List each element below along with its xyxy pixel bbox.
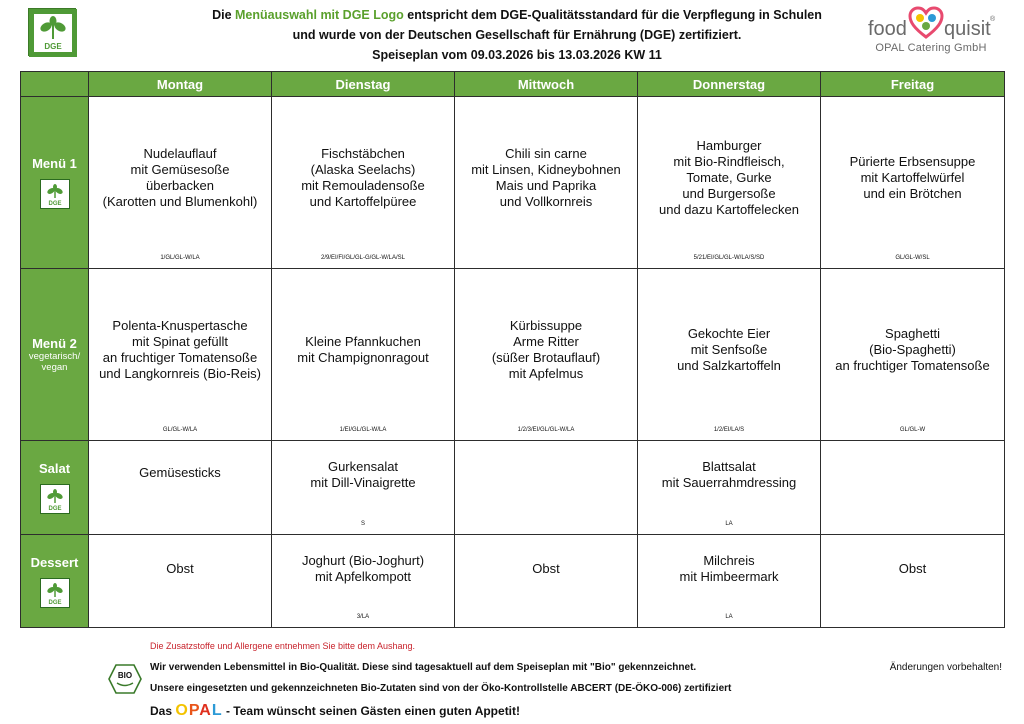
heart-icon <box>908 6 944 40</box>
row-label-salat: Salat DGE <box>21 441 89 535</box>
svg-text:DGE: DGE <box>47 506 62 512</box>
menu-cell <box>821 441 1005 535</box>
svg-text:BIO: BIO <box>117 671 133 680</box>
bio-hexagon-icon <box>108 664 142 694</box>
svg-text:DGE: DGE <box>44 42 62 51</box>
day-header-wednesday: Mittwoch <box>455 72 638 97</box>
bio-quality-line: Wir verwenden Lebensmittel in Bio-Qualität. Diese sind tagesaktuell auf dem Speiseplan mit "Bio" gekennzeichnet. <box>150 662 697 673</box>
menu-cell: Kleine Pfannkuchen mit Champignonragout 1/EI/GL/GL-W/LA <box>272 269 455 441</box>
svg-text:DGE: DGE <box>47 201 62 207</box>
menu-cell: Pürierte Erbsensuppe mit Kartoffelwürfel und ein Brötchen GL/GL-W/SL <box>821 97 1005 269</box>
menu-cell: Spaghetti (Bio-Spaghetti) an fruchtiger Tomatensoße GL/GL-W <box>821 269 1005 441</box>
menu-cell: Fischstäbchen (Alaska Seelachs) mit Remouladensoße und Kartoffelpüree 2/9/EI/FI/GL/GL-G/GL-W/LA/SL <box>272 97 455 269</box>
row-label-menu1: Menü 1 DGE <box>21 97 89 269</box>
menu-cell: Nudelauflauf mit Gemüsesoße überbacken (Karotten und Blumenkohl) 1/GL/GL-W/LA <box>89 97 272 269</box>
header-corner <box>21 72 89 97</box>
header-line-1: Die Menüauswahl mit DGE Logo entspricht dem DGE-Qualitätsstandard für die Verpflegung in Schulen <box>212 8 822 22</box>
day-header-tuesday: Dienstag <box>272 72 455 97</box>
menu-row-menu1 <box>21 97 1005 269</box>
menu-row-salat <box>21 441 1005 535</box>
dge-mini-logo-icon <box>40 484 70 514</box>
menu-cell: Obst <box>821 535 1005 628</box>
menu-cell: Hamburger mit Bio-Rindfleisch, Tomate, Gurke und Burgersoße und dazu Kartoffelecken 5/21/EI/GL/GL-W/LA/S/SD <box>638 97 821 269</box>
menu-cell: Chili sin carne mit Linsen, Kidneybohnen Mais und Paprika und Vollkornreis <box>455 97 638 269</box>
row-label-dessert: Dessert DGE <box>21 535 89 628</box>
menu-cell: Gekochte Eier mit Senfsoße und Salzkartoffeln 1/2/EI/LA/S <box>638 269 821 441</box>
menu-table <box>20 71 1005 628</box>
menu-cell: Kürbissuppe Arme Ritter (süßer Brotauflauf) mit Apfelmus 1/2/3/EI/GL/GL-W/LA <box>455 269 638 441</box>
svg-text:DGE: DGE <box>47 599 62 606</box>
menu-cell: Obst <box>455 535 638 628</box>
row-label-menu2: Menü 2 vegetarisch/ vegan <box>21 269 89 441</box>
day-header-monday: Montag <box>89 72 272 97</box>
menu-row-dessert <box>21 535 1005 628</box>
menu-cell: Gurkensalat mit Dill-Vinaigrette S <box>272 441 455 535</box>
menu-cell: Milchreis mit Himbeermark LA <box>638 535 821 628</box>
dge-mini-logo-icon <box>40 578 70 608</box>
day-header-friday: Freitag <box>821 72 1005 97</box>
menu-cell <box>455 441 638 535</box>
menu-cell: Gemüsesticks <box>89 441 272 535</box>
opal-wordmark: OPAL <box>175 702 223 719</box>
foodquisit-logo: food quisit ® OPAL Catering GmbH <box>866 4 996 56</box>
day-header-thursday: Donnerstag <box>638 72 821 97</box>
dge-mini-logo-icon <box>40 179 70 209</box>
certification-line: Unsere eingesetzten und gekennzeichneten Bio-Zutaten sind von der Öko-Kontrollstelle ABCERT (DE-ÖKO-006) zertifiziert <box>150 683 732 694</box>
team-greeting: Das OPAL - Team wünscht seinen Gästen einen guten Appetit! <box>150 702 521 719</box>
allergen-note: Die Zusatzstoffe und Allergene entnehmen Sie bitte dem Aushang. <box>150 641 416 651</box>
menu-cell: Blattsalat mit Sauerrahmdressing LA <box>638 441 821 535</box>
menu-cell: Polenta-Knuspertasche mit Spinat gefüllt an fruchtiger Tomatensoße und Langkornreis (Bio-Reis) GL/GL-W/LA <box>89 269 272 441</box>
menu-row-menu2 <box>21 269 1005 441</box>
menu-cell: Obst <box>89 535 272 628</box>
day-header-row <box>21 72 1005 97</box>
menu-cell: Joghurt (Bio-Joghurt) mit Apfelkompott 3/LA <box>272 535 455 628</box>
header-line-3: Speiseplan vom 09.03.2026 bis 13.03.2026 KW 11 <box>372 48 662 62</box>
header-line-2: und wurde von der Deutschen Gesellschaft für Ernährung (DGE) zertifiziert. <box>292 28 742 42</box>
header-text <box>150 5 884 65</box>
dge-logo <box>28 8 76 56</box>
changes-reserved-note: Änderungen vorbehalten! <box>889 662 1002 673</box>
